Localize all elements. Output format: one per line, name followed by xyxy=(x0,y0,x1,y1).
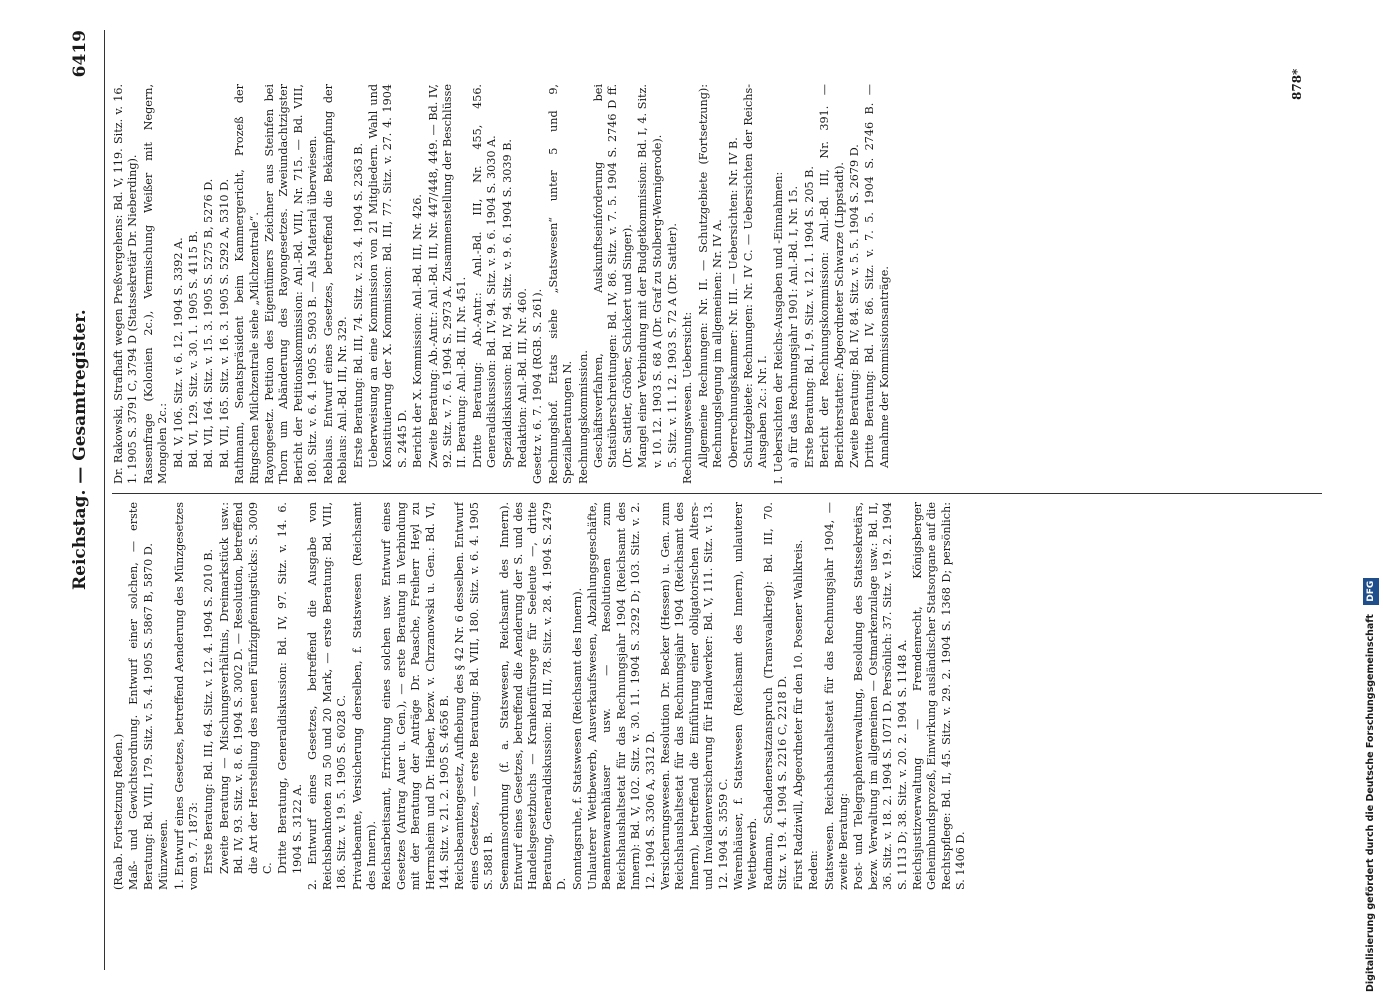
index-entry: Unlauterer Wettbewerb, Ausverkaufswesen, Abzahlungsgeschäfte, Beamtenwarenhäuser usw. — Resolutionen zum Reichshaushaltsetat für das Rechnungsjahr 1904 (Reichsamt des Innern): Bd. V, 102. Sitz. v. 30. 11. 1904 S. 3292 D; 103. Sitz. v. 2. 12. 1904 S. 3306 A, 3312 D. xyxy=(586,502,657,890)
index-entry: Bericht der Rechnungskommission: Anl.-Bd. III, Nr. 391. — Berichterstatter: Abgeordneter Schwarze (Lippstadt). xyxy=(818,84,846,468)
index-entry: Bericht der X. Kommission: Anl.-Bd. III, Nr. 426. xyxy=(411,194,425,468)
index-entry: Statswesen. Reichshaushaltsetat für das Rechnungsjahr 1904, — zweite Beratung: xyxy=(822,502,850,890)
index-entry: Zweite Beratung — Mischungsverhältnis, Dreimarkstück usw.: Bd. IV, 93. Sitz. v. 8. 6. 1904 S. 3002 D. — Resolution, betreffend die Art der Herstellung des neuen Fünfzigpfennigstücks: S. 3009 C. xyxy=(217,502,275,874)
index-entry: Versicherungswesen. Resolution Dr. Becker (Hessen) u. Gen. zum Reichshaushaltsetat für das Rechnungsjahr 1904 (Reichsamt des Innern), betreffend die Einführung einer obligatorischen Alters- und Invalidenversicherung für Handwerker: Bd. V, 111. Sitz. v. 13. 12. 1904 S. 3559 C. xyxy=(659,502,730,890)
index-entry: Redaktion: Anl.-Bd. III, Nr. 460. xyxy=(515,288,529,468)
index-entry: 2. Entwurf eines Gesetzes, betreffend die Ausgabe von Reichsbanknoten zu 50 und 20 Mark, — erste Beratung: Bd. VIII, 186. Sitz. v. 19. 5. 1905 S. 6028 C. xyxy=(306,502,349,890)
index-entry: 1. Entwurf eines Gesetzes, betreffend Aenderung des Münzgesetzes vom 9. 7. 1873: xyxy=(172,502,201,890)
index-entry: Rathmann, Senatspräsident beim Kammergericht, Prozeß der Ringschen Milchzentrale siehe „Milchzentrale“. xyxy=(233,84,261,484)
index-entry: Bd. V, 106. Sitz. v. 6. 12. 1904 S. 3392 A. xyxy=(171,237,185,468)
header-rule xyxy=(104,30,105,970)
index-entry: Geschäftsverfahren, Auskunftseinforderung bei Statsüberschreitungen: Bd. IV, 86. Sitz. v. 7. 5. 1904 S. 2746 D ff. (Dr. Sattler, Gröber, Schickert und Singer). xyxy=(592,84,634,468)
index-entry: Gesetz v. 6. 7. 1904 (RGB. S. 261). xyxy=(531,288,545,484)
index-entry: Allgemeine Rechnungen: Nr. II. — Schutzgebiete (Fortsetzung): Rechnungslegung im allgemeinen: Nr. IV A. xyxy=(696,84,725,468)
index-entry: Erste Beratung: Bd. I, 9. Sitz. v. 12. 1. 1904 S. 205 B. xyxy=(802,166,816,468)
left-column xyxy=(112,502,1327,890)
index-entry: Seemannsordnung (f. a. Statswesen, Reichsamt des Innern). Entwurf eines Gesetzes, betreffend die Aenderung der S. und des Handelsgesetzbuchs — Krankenfürsorge für Seeleute —, dritte Beratung, Generaldiskussion: Bd. III, 78. Sitz. v. 28. 4. 1904 S. 2479 D. xyxy=(497,502,569,890)
index-entry: I. Uebersichten der Reichs-Ausgaben und -Einnahmen: xyxy=(771,171,785,484)
index-entry: Bd. VI, 129. Sitz. v. 30. 1. 1905 S. 4115 B. xyxy=(187,230,201,468)
column-divider xyxy=(112,493,1322,494)
footer-mark: 878* xyxy=(1290,68,1304,100)
index-entry: Maß- und Gewichtsordnung. Entwurf einer solchen, — erste Beratung: Bd. VIII, 179. Sitz. v. 5. 4. 1905 S. 5867 B, 5870 D. xyxy=(127,502,155,890)
right-column xyxy=(112,84,1327,484)
index-entry: a) für das Rechnungsjahr 1901: Anl.-Bd. I, Nr. 15. xyxy=(787,185,801,468)
index-entry: Dr. Rakowski, Strafhaft wegen Preßvergehens: Bd. V, 119. Sitz. v. 16. 1. 1905 S. 3791 C, 3794 D (Statssekretär Dr. Nieberding). xyxy=(112,84,140,484)
dfg-logo: DFG xyxy=(1363,578,1379,605)
index-entry: Oberrechnungskammer: Nr. III. — Uebersichten: Nr. IV B. xyxy=(726,137,740,468)
index-entry: 5. Sitz. v. 11. 12. 1903 S. 72 A (Dr. Sattler). xyxy=(666,223,680,468)
index-entry: Dritte Beratung: Ab.-Antr.: Anl.-Bd. III, Nr. 455, 456. Generaldiskussion: Bd. IV, 94. Sitz. v. 9. 6. 1904 S. 3030 A. xyxy=(470,84,499,468)
index-entry: Radmann, Schadenersatzanspruch (Transvaalkrieg): Bd. III, 70. Sitz. v. 19. 4. 1904 S. 2216 C, 2218 D. xyxy=(761,502,790,890)
index-entry: Bd. VII, 164. Sitz. v. 15. 3. 1905 S. 5275 B, 5276 D. xyxy=(202,178,216,468)
index-entry: Reblaus. Entwurf eines Gesetzes, betreffend die Bekämpfung der Reblaus: Anl.-Bd. III, Nr. 329. xyxy=(321,84,350,484)
index-entry: Reichsarbeitsamt, Errichtung eines solchen usw. Entwurf eines Gesetzes (Antrag Auer u. Gen.), — erste Beratung in Verbindung mit der Beratung der Anträge Dr. Paasche, Freiherr Heyl zu Herrnsheim und Dr. Hieber, bezw. v. Chrzanowski u. Gen.: Bd. VI, 144. Sitz. v. 21. 2. 1905 S. 4656 B. xyxy=(380,502,451,890)
index-entry: Post- und Telegraphenverwaltung, Besoldung des Statssekretärs, bezw. Verwaltung im allgemeinen — Ostmarkenzulage usw.: Bd. II, 36. Sitz. v. 18. 2. 1904 S. 1071 D. Persönlich: 37. Sitz. v. 19. 2. 1904 S. 1113 D; 38. Sitz. v. 20. 2. 1904 S. 1148 A. xyxy=(852,502,909,890)
page-header xyxy=(60,30,100,970)
header-title: Reichstag. — Gesamtregister. xyxy=(70,309,90,590)
index-entry: Zweite Beratung: Ab.-Antr.: Anl.-Bd. III, Nr. 447/448, 449. — Bd. IV, 92. Sitz. v. 7. 6. 1904 S. 2973 A. Zusammenstellung der Beschlüsse II. Beratung: Anl.-Bd. III, Nr. 451. xyxy=(426,84,469,468)
index-entry: (Raab. Fortsetzung Reden.) xyxy=(112,733,125,890)
index-entry: Sonntagsruhe, f. Statswesen (Reichsamt des Innern). xyxy=(570,587,584,890)
index-entry: Münzwesen. xyxy=(157,818,171,890)
index-entry: Warenhäuser, f. Statswesen (Reichsamt des Innern), unlauterer Wettbewerb. xyxy=(732,502,760,890)
index-entry: Fürst Radziwill, Abgeordneter für den 10. Posener Wahlkreis. xyxy=(791,539,805,890)
side-note xyxy=(1363,8,1379,992)
index-entry: Rayongesetz. Petition des Eigentümers Zeichner aus Steinfen bei Thorn um Abänderung des Rayongesetzes. Zweiundachtzigster Bericht der Petitionskommission: Anl.-Bd. VIII, Nr. 715. — Bd. VIII, 180. Sitz. v. 6. 4. 1905 S. 5903 B. — Als Material überwiesen. xyxy=(263,84,320,484)
index-entry: Reden: xyxy=(807,850,821,890)
index-entry: Schutzgebiete: Rechnungen: Nr. IV C. — Uebersichten der Reichs-Ausgaben 2c.: Nr. I. xyxy=(742,84,770,468)
index-entry: Spezialdiskussion: Bd. IV, 94. Sitz. v. 9. 6. 1904 S. 3039 B. xyxy=(500,139,514,468)
index-entry: Rechnungskommission. xyxy=(576,350,590,484)
index-entry: Zweite Beratung: Bd. IV, 84. Sitz. v. 5. 5. 1904 S. 2679 D. xyxy=(847,144,861,468)
index-entry: Dritte Beratung: Bd. IV, 86. Sitz. v. 7. 5. 1904 S. 2746 B. — Annahme der Kommissionsanträge. xyxy=(863,84,891,468)
side-note-text: Digitalisierung gefördert durch die Deutsche Forschungsgemeinschaft xyxy=(1365,614,1376,992)
index-entry: Ueberweisung an eine Kommission von 21 Mitgliedern. Wahl und Konstituierung der X. Kommission: Bd. III, 77. Sitz. v. 27. 4. 1904 S. 2445 D. xyxy=(366,84,409,468)
index-entry: Erste Beratung: Bd. III, 74. Sitz. v. 23. 4. 1904 S. 2363 B. xyxy=(351,142,365,468)
page-number: 6419 xyxy=(70,30,90,78)
index-entry: Rechnungshof. Etats siehe „Statswesen“ unter 5 und 9, Spezialberatungen N. xyxy=(546,84,575,484)
index-entry: Reichsjustizverwaltung — Fremdenrecht, Königsberger Geheimbundsprozeß, Einwirkung ausländischer Statsorgane auf die Rechtspflege: Bd. II, 45. Sitz. v. 29. 2. 1904 S. 1368 D; persönlich: S. 1406 D. xyxy=(910,502,968,890)
index-entry: Bd. VII, 165. Sitz. v. 16. 3. 1905 S. 5292 A, 5310 D. xyxy=(217,178,231,468)
index-entry: Mangel einer Verbindung mit der Budgetkommission: Bd. I, 4. Sitz. v. 10. 12. 1903 S. 68 A (Dr. Graf zu Stolberg-Wernigerode). xyxy=(636,84,664,468)
index-entry: Rassenfrage (Kolonien 2c.), Vermischung Weißer mit Negern, Mongolen 2c.: xyxy=(141,84,170,484)
index-entry: Erste Beratung: Bd. III, 64. Sitz. v. 12. 4. 1904 S. 2010 B. xyxy=(202,548,216,874)
index-entry: Reichsbeamtengesetz, Aufhebung des § 42 Nr. 6 desselben. Entwurf eines Gesetzes, — erste Beratung: Bd. VIII, 180. Sitz. v. 6. 4. 1905 S. 5881 B. xyxy=(453,502,496,890)
index-entry: Dritte Beratung, Generaldiskussion: Bd. IV, 97. Sitz. v. 14. 6. 1904 S. 3122 A. xyxy=(276,502,304,874)
index-entry: Privatbeamte, Versicherung derselben, f. Statswesen (Reichsamt des Innern). xyxy=(350,502,378,890)
index-entry: Rechnungswesen. Uebersicht: xyxy=(681,311,695,484)
